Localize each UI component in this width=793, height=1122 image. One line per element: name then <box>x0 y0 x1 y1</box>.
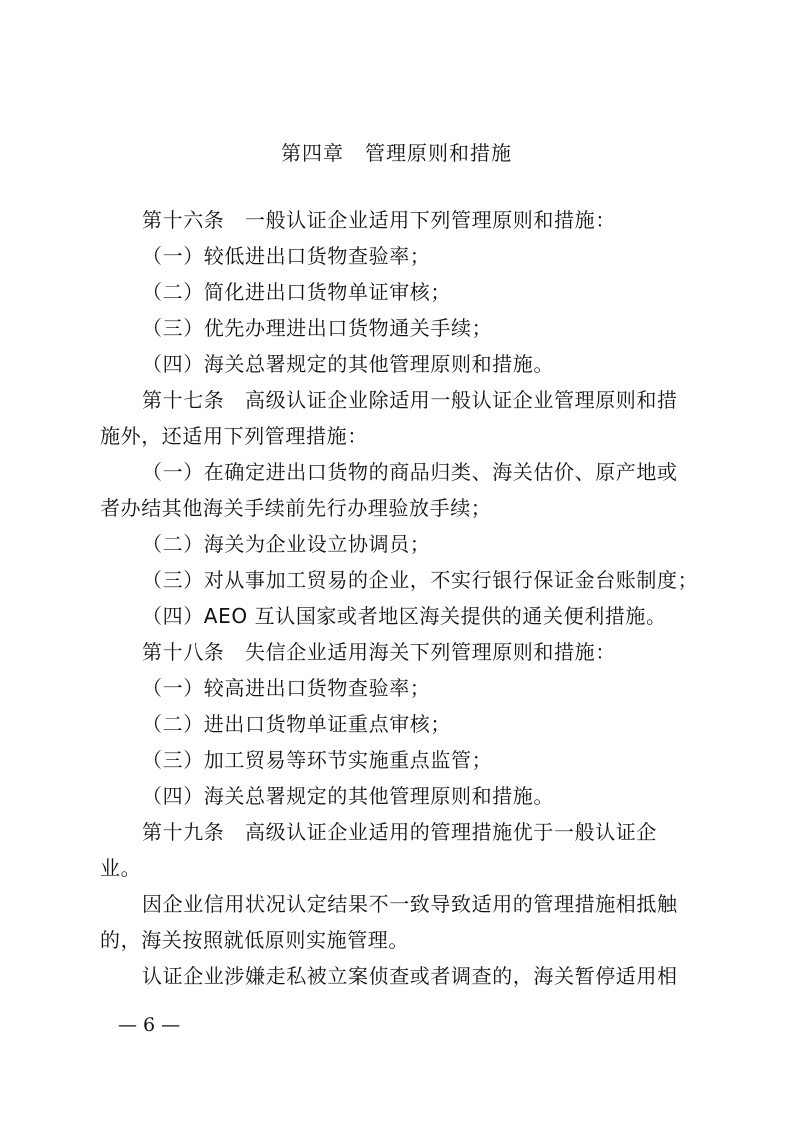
page-number: — 6 — <box>118 1014 181 1036</box>
body-text <box>100 202 700 994</box>
chapter-title: 第四章 管理原则和措施 <box>281 141 512 165</box>
text-line: 的，海关按照就低原则实施管理。 <box>100 928 409 952</box>
text-line: （四）海关总署规定的其他管理原则和措施。 <box>142 784 554 808</box>
text-line: 业。 <box>100 856 142 880</box>
text-line: （四）AEO 互认国家或者地区海关提供的通关便利措施。 <box>142 604 667 628</box>
text-line: （二）简化进出口货物单证审核； <box>142 280 451 304</box>
text-line: 第十八条 失信企业适用海关下列管理原则和措施： <box>142 640 616 664</box>
text-line: 施外，还适用下列管理措施： <box>100 424 368 448</box>
text-line: （四）海关总署规定的其他管理原则和措施。 <box>142 352 554 376</box>
text-line: （二）进出口货物单证重点审核； <box>142 712 451 736</box>
text-line: （三）加工贸易等环节实施重点监管； <box>142 748 493 772</box>
text-line: 第十七条 高级认证企业除适用一般认证企业管理原则和措 <box>142 388 678 412</box>
text-line: 认证企业涉嫌走私被立案侦查或者调查的，海关暂停适用相 <box>142 964 678 988</box>
text-line: （三）优先办理进出口货物通关手续； <box>142 316 493 340</box>
text-line: （一）较高进出口货物查验率； <box>142 676 431 700</box>
text-line: （二）海关为企业设立协调员； <box>142 532 431 556</box>
text-line: （一）在确定进出口货物的商品归类、海关估价、原产地或 <box>142 460 678 484</box>
text-line: 第十六条 一般认证企业适用下列管理原则和措施： <box>142 208 616 232</box>
text-line: （一）较低进出口货物查验率； <box>142 244 431 268</box>
text-line: 者办结其他海关手续前先行办理验放手续； <box>100 496 492 520</box>
text-line: （三）对从事加工贸易的企业，不实行银行保证金台账制度； <box>142 568 699 592</box>
text-line: 因企业信用状况认定结果不一致导致适用的管理措施相抵触 <box>142 892 678 916</box>
text-line: 第十九条 高级认证企业适用的管理措施优于一般认证企 <box>142 820 657 844</box>
